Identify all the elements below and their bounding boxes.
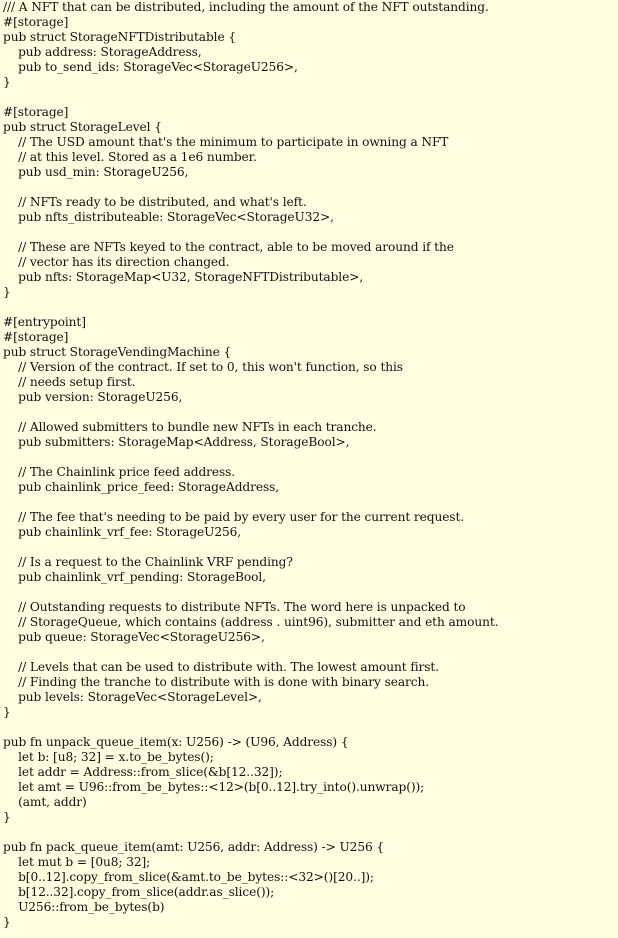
code-line: pub chainlink_vrf_pending: StorageBool, [3, 570, 266, 584]
code-line: #[storage] [3, 15, 69, 29]
code-line: // Outstanding requests to distribute NFTs. The word here is unpacked to [3, 600, 466, 614]
code-line: pub version: StorageU256, [3, 390, 183, 404]
code-line: let mut b = [0u8; 32]; [3, 855, 151, 869]
code-line: pub to_send_ids: StorageVec<StorageU256>, [3, 60, 298, 74]
code-line: // StorageQueue, which contains (address . uint96), submitter and eth amount. [3, 615, 499, 629]
code-line: } [3, 75, 11, 89]
code-line: let b: [u8; 32] = x.to_be_bytes(); [3, 750, 214, 764]
code-line: } [3, 915, 11, 929]
code-line: pub struct StorageNFTDistributable { [3, 30, 236, 44]
code-line [3, 225, 618, 240]
code-line: b[0..12].copy_from_slice(&amt.to_be_bytes::<32>()[20..]); [3, 870, 374, 884]
code-line: // Levels that can be used to distribute with. The lowest amount first. [3, 660, 439, 674]
code-line: pub chainlink_vrf_fee: StorageU256, [3, 525, 242, 539]
code-line: pub submitters: StorageMap<Address, StorageBool>, [3, 435, 350, 449]
code-line: b[12..32].copy_from_slice(addr.as_slice()); [3, 885, 275, 899]
code-line [3, 450, 618, 465]
code-line: pub levels: StorageVec<StorageLevel>, [3, 690, 262, 704]
code-line: let addr = Address::from_slice(&b[12..32]); [3, 765, 283, 779]
code-line: pub nfts: StorageMap<U32, StorageNFTDistributable>, [3, 270, 364, 284]
code-line: // Allowed submitters to bundle new NFTs in each tranche. [3, 420, 377, 434]
code-line [3, 645, 618, 660]
code-line: } [3, 705, 11, 719]
code-line: // The fee that's needing to be paid by every user for the current request. [3, 510, 465, 524]
code-line: pub address: StorageAddress, [3, 45, 202, 59]
code-line: pub struct StorageVendingMachine { [3, 345, 232, 359]
code-line [3, 825, 618, 840]
code-line: #[entrypoint] [3, 315, 86, 329]
code-line: // Is a request to the Chainlink VRF pending? [3, 555, 293, 569]
code-line: #[storage] [3, 105, 69, 119]
code-line: pub chainlink_price_feed: StorageAddress, [3, 480, 280, 494]
code-line: pub struct StorageLevel { [3, 120, 162, 134]
code-line [3, 720, 618, 735]
code-line: // The Chainlink price feed address. [3, 465, 236, 479]
code-line: #[storage] [3, 330, 69, 344]
code-line: // Version of the contract. If set to 0, this won't function, so this [3, 360, 403, 374]
code-line [3, 540, 618, 555]
code-line: let amt = U96::from_be_bytes::<12>(b[0..12].try_into().unwrap()); [3, 780, 425, 794]
code-line: } [3, 810, 11, 824]
code-line: } [3, 285, 11, 299]
code-line: // at this level. Stored as a 1e6 number. [3, 150, 257, 164]
code-line: pub fn pack_queue_item(amt: U256, addr: Address) -> U256 { [3, 840, 385, 854]
code-line: pub fn unpack_queue_item(x: U256) -> (U96, Address) { [3, 735, 349, 749]
code-line: // NFTs ready to be distributed, and what's left. [3, 195, 307, 209]
code-line: // Finding the tranche to distribute with is done with binary search. [3, 675, 429, 689]
code-line: (amt, addr) [3, 795, 87, 809]
code-line [3, 495, 618, 510]
code-line: // These are NFTs keyed to the contract, able to be moved around if the [3, 240, 454, 254]
code-line: pub usd_min: StorageU256, [3, 165, 189, 179]
code-line: U256::from_be_bytes(b) [3, 900, 165, 914]
code-line: // needs setup first. [3, 375, 136, 389]
code-line: /// A NFT that can be distributed, including the amount of the NFT outstanding. [3, 0, 489, 14]
code-line: // vector has its direction changed. [3, 255, 230, 269]
code-line: pub queue: StorageVec<StorageU256>, [3, 630, 265, 644]
code-line [3, 405, 618, 420]
code-line: pub nfts_distributeable: StorageVec<StorageU32>, [3, 210, 334, 224]
code-line [3, 300, 618, 315]
code-block [3, 0, 618, 930]
code-line [3, 585, 618, 600]
code-line [3, 180, 618, 195]
code-line: // The USD amount that's the minimum to participate in owning a NFT [3, 135, 449, 149]
code-line [3, 90, 618, 105]
